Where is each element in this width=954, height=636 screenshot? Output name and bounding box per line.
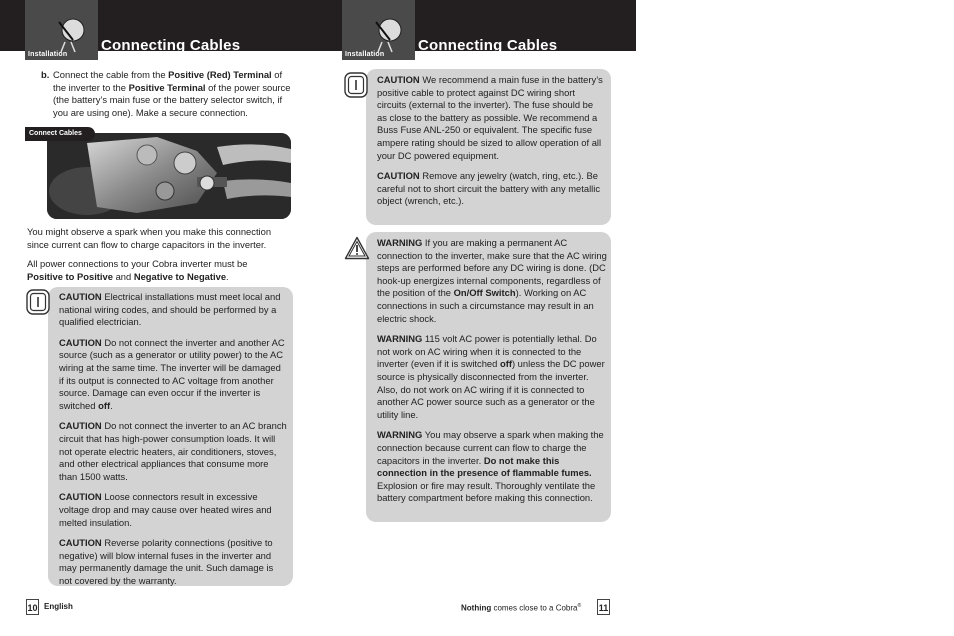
step-text-2: Positive (Red) Terminal (168, 69, 272, 80)
step-marker: b. (41, 69, 50, 80)
step-text-5: of the power source (the battery’s main fuse or the battery selector switch, if you are using one). Make a secure connection. (53, 81, 291, 118)
right-caution-1: CAUTION We recommend a main fuse in the battery’s positive cable to protect against DC wiring short circuits (external to the inverter). The fuse should be as close to the battery as possible. We recommend a Buss Fuse ANL-250 or equivalent. The specific fuse ampere rating should be sized to allow operation of all your DC powered equipment. (377, 74, 603, 161)
polarity-negative: Negative to Negative (133, 270, 227, 282)
spark-note (27, 226, 285, 290)
warning-3: WARNING You may observe a spark when making the connection because current can flow to charge the capacitors in the inverter. Do not make this connection in the presence of flammable fumes. Explosion or fire may result. Thoroughly ventilate the battery compartment before making this connection. (377, 429, 604, 504)
right-footer (461, 603, 581, 613)
polarity-positive: Positive to Positive (27, 270, 113, 282)
caution-1: CAUTION Electrical installations must meet local and national wiring codes, and should be performed by a qualified electrician. (59, 291, 281, 328)
left-footer: English (44, 602, 73, 611)
left-tab-label: Installation (28, 51, 68, 58)
caution-4: CAUTION Loose connectors result in excessive voltage drop and may cause over heated wires and melted insulation. (59, 491, 272, 528)
polarity-intro: All power connections to your Cobra inverter must be (27, 258, 248, 270)
satellite-dish-icon (372, 16, 402, 56)
caution-2: CAUTION Do not connect the inverter and another AC source (such as a generator or utility power) to the AC wiring at the same time. The inverter will be damaged if its output is connected to AC voltage from another source. Damage can even occur if the inverter is switched off. (59, 336, 285, 411)
warning-2: WARNING 115 volt AC power is potentially lethal. Do not work on AC wiring when it is connected to the inverter (even if it is switched off) unless the DC power source is physically disconnected from the inverter. Also, do not work on AC wiring if it is connected to another AC power source such as a generator or the utility line. (377, 333, 605, 420)
footer-reg: ® (577, 603, 582, 609)
photo-frame (47, 133, 291, 219)
warning-icon (344, 236, 370, 260)
polarity-note (27, 258, 285, 283)
polarity-end: . (226, 270, 229, 282)
caution-icon (344, 72, 368, 98)
right-tab-label: Installation (345, 51, 385, 58)
caution-icon (26, 289, 50, 315)
right-caution-2: CAUTION Remove any jewelry (watch, ring, etc.). Be careful not to short circuit the battery with any metallic object (wrench, etc.). (377, 170, 601, 207)
left-page-title: Connecting Cables (101, 37, 241, 54)
spark-note-text: You might observe a spark when you make this connection since current can flow to charge capacitors in the inverter. (27, 226, 272, 250)
step-text-1: Connect the cable from the (53, 69, 169, 80)
right-page-title: Connecting Cables (418, 37, 558, 54)
caution-5: CAUTION Reverse polarity connections (positive to negative) will blow internal fuses in the inverter and may permanently damage the unit. Such damage is not covered by the warranty. (59, 537, 274, 586)
footer-bold: Nothing (461, 603, 492, 613)
step-b (41, 69, 291, 119)
photo-label (25, 127, 95, 141)
right-cautions (377, 74, 605, 216)
photo-label-text: Connect Cables (29, 130, 82, 137)
left-page-number: 10 (26, 599, 39, 615)
left-cautions (59, 291, 287, 595)
right-page-number: 11 (597, 599, 610, 615)
warning-1: WARNING If you are making a permanent AC connection to the inverter, make sure that the AC wiring steps are performed before any DC wiring is done. (DC hook-up energizes internal components, regardless of the position of the On/Off Switch). Working on AC connections in such a circumstance may result in an electric shock. (377, 237, 607, 324)
right-warnings (377, 237, 607, 513)
satellite-dish-icon (55, 16, 85, 56)
battery-terminal-photo (47, 133, 291, 219)
caution-3: CAUTION Do not connect the inverter to an AC branch circuit that has high-power consumption loads. It will not operate electric heaters, air conditioners, stoves, and other electrical appliances that consume more than 1500 watts. (59, 420, 287, 482)
footer-rest: comes close to a Cobra (491, 603, 578, 613)
step-text-3: of the inverter to the (53, 69, 283, 93)
step-text-4: Positive Terminal (128, 81, 206, 93)
polarity-and: and (112, 270, 134, 282)
